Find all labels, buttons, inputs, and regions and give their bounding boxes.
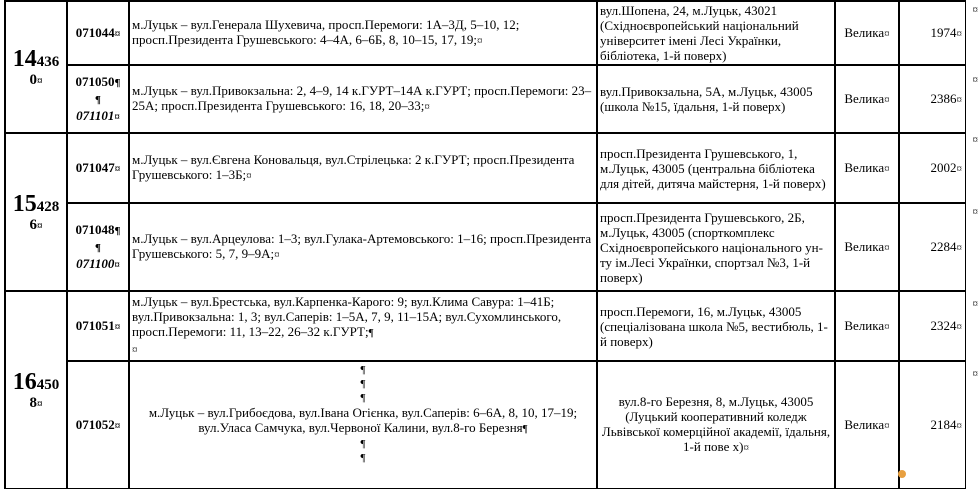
station-address <box>597 361 835 489</box>
station-number-cell <box>67 361 129 489</box>
pilcrow-mark: ¶ <box>360 438 366 450</box>
station-boundaries <box>129 65 597 133</box>
pilcrow-mark: ¶ <box>95 241 101 254</box>
boundaries-text: м.Луцьк – вул.Арцеулова: 1–3; вул.Гулака-Артемовського: 1–16; просп.Президента Грушевського: 5, 7, 9–9А; <box>132 231 592 261</box>
station-type <box>835 361 899 489</box>
pilcrow-mark: ¶ <box>368 327 374 339</box>
okrug-number: 16 <box>12 368 37 395</box>
cell-end-mark: ¤ <box>743 442 749 454</box>
voter-count <box>899 133 966 203</box>
row-end-mark: ¤ <box>972 368 978 380</box>
row-end-mark: ¤ <box>972 298 978 310</box>
address-text: вул.8-го Березня, 8, м.Луцьк, 43005 (Луцький кооперативний коледж Львівської комерційної академії, їдальня, 1-й пове х) <box>601 394 831 454</box>
cursor-dot <box>898 470 906 478</box>
cell-end-mark: ¤ <box>476 35 483 47</box>
cell-end-mark: ¤ <box>956 162 962 175</box>
row-end-mark: ¤ <box>972 206 978 218</box>
cell-end-mark: ¤ <box>956 320 962 333</box>
table-row <box>4 291 966 361</box>
pilcrow-mark: ¶ <box>114 76 121 89</box>
cell-end-mark: ¤ <box>956 241 962 254</box>
count-text: 1974 <box>930 24 957 40</box>
station-number-cell <box>67 133 129 203</box>
count-text: 2284 <box>930 238 957 254</box>
type-text: Велика <box>844 238 885 254</box>
address-text: просп.Президента Грушевського, 1, м.Луцьк, 43005 (центральна бібліотека для дітей, дитяча майстерня, 1-й поверх) <box>600 145 826 191</box>
polling-stations-table <box>4 0 966 489</box>
table-row <box>4 65 966 133</box>
okrug-tail: 0 <box>29 71 37 88</box>
cell-end-mark: ¤ <box>956 419 962 432</box>
table-row <box>4 0 966 65</box>
station-alt-number: 071101 <box>76 107 115 123</box>
cell-end-mark: ¤ <box>132 344 138 356</box>
cell-end-mark: ¤ <box>884 27 890 40</box>
type-text: Велика <box>844 317 885 333</box>
pilcrow-mark: ¶ <box>360 378 366 390</box>
cell-end-mark: ¤ <box>884 162 890 175</box>
pilcrow-mark: ¶ <box>114 224 121 237</box>
address-text: вул.Привокзальна, 5А, м.Луцьк, 43005 (школа №15, їдальня, 1-й поверх) <box>600 84 813 114</box>
cell-end-mark: ¤ <box>114 320 121 333</box>
table-row <box>4 133 966 203</box>
cell-end-mark: ¤ <box>114 258 120 271</box>
okrug-suffix: 436 <box>36 53 60 70</box>
cell-end-mark: ¤ <box>274 249 280 261</box>
station-boundaries <box>129 0 597 65</box>
cell-end-mark: ¤ <box>114 162 121 175</box>
station-boundaries <box>129 361 597 489</box>
station-address <box>597 65 835 133</box>
station-type <box>835 0 899 65</box>
station-number: 071050 <box>75 73 115 89</box>
okrug-number: 14 <box>12 45 37 72</box>
voter-count <box>899 361 966 489</box>
okrug-tail: 8 <box>29 394 37 411</box>
boundaries-text: м.Луцьк – вул.Євгена Коновальця, вул.Стрілецька: 2 к.ГУРТ; просп.Президента Грушевського: 1–3Б; <box>132 152 575 182</box>
voter-count <box>899 291 966 361</box>
pilcrow-mark: ¶ <box>95 93 101 106</box>
okrug-suffix: 450 <box>36 376 60 393</box>
station-number-cell <box>67 203 129 291</box>
cell-end-mark: ¤ <box>37 219 43 232</box>
station-address <box>597 0 835 65</box>
cell-end-mark: ¤ <box>246 170 252 182</box>
station-type <box>835 133 899 203</box>
type-text: Велика <box>844 416 885 432</box>
voter-count <box>899 0 966 65</box>
cell-end-mark: ¤ <box>37 74 43 87</box>
boundaries-text: м.Луцьк – вул.Привокзальна: 2, 4–9, 14 к.ГУРТ–14А к.ГУРТ; просп.Перемоги: 23–25А; просп.Президента Грушевського: 16, 18, 20–33; <box>132 83 592 113</box>
station-number-cell <box>67 0 129 65</box>
address-text: просп.Президента Грушевського, 2Б, м.Луцьк, 43005 (спорткомплекс Східноєвропейського національного ун-ту ім.Лесі Українки, спортзал №3, 1-й поверх) <box>600 209 823 285</box>
voter-count <box>899 65 966 133</box>
row-end-mark: ¤ <box>972 74 978 86</box>
station-alt-number: 071100 <box>76 255 115 271</box>
okrug-cell <box>4 0 67 133</box>
station-number: 071052 <box>75 416 115 432</box>
okrug-cell <box>4 291 67 489</box>
station-address <box>597 291 835 361</box>
type-text: Велика <box>844 24 885 40</box>
boundaries-text: м.Луцьк – вул.Грибоєдова, вул.Івана Огієнка, вул.Саперів: 6–6А, 8, 10, 17–19; вул.Уласа Самчука, вул.Червоної Калини, вул.8-го Березня <box>148 405 578 435</box>
station-number: 071051 <box>75 317 115 333</box>
row-end-mark: ¤ <box>972 4 978 16</box>
cell-end-mark: ¤ <box>884 241 890 254</box>
station-address <box>597 133 835 203</box>
count-text: 2324 <box>930 317 957 333</box>
type-text: Велика <box>844 159 885 175</box>
okrug-suffix: 428 <box>36 198 60 215</box>
boundaries-text: м.Луцьк – вул.Брестська, вул.Карпенка-Карого: 9; вул.Клима Савура: 1–41Б; вул.Привокзальна: 1, 3; вул.Саперів: 1–5А, 7, 9, 11–15А; вул.Сухомлинського, просп.Перемоги: 11, 13–22, 26–32 к.ГУРТ; <box>132 294 562 339</box>
station-boundaries <box>129 203 597 291</box>
pilcrow-mark: ¶ <box>360 452 366 464</box>
station-type <box>835 203 899 291</box>
address-text: просп.Перемоги, 16, м.Луцьк, 43005 (спеціалізована школа №5, вестибюль, 1-й поверх) <box>600 303 828 349</box>
cell-end-mark: ¤ <box>884 93 890 106</box>
cell-end-mark: ¤ <box>37 397 43 410</box>
count-text: 2002 <box>930 159 957 175</box>
station-number: 071048 <box>75 221 115 237</box>
station-number-cell <box>67 291 129 361</box>
station-boundaries <box>129 291 597 361</box>
cell-end-mark: ¤ <box>424 101 430 113</box>
table-row <box>4 361 966 489</box>
cell-end-mark: ¤ <box>114 27 121 40</box>
station-type <box>835 291 899 361</box>
station-address <box>597 203 835 291</box>
boundaries-text: м.Луцьк – вул.Генерала Шухевича, просп.Перемоги: 1А–3Д, 5–10, 12; просп.Президента Грушевського: 4–4А, 6–6Б, 8, 10–15, 17, 19; <box>132 17 520 47</box>
cell-end-mark: ¤ <box>114 419 121 432</box>
count-text: 2386 <box>930 90 957 106</box>
station-number: 071047 <box>75 159 115 175</box>
cell-end-mark: ¤ <box>884 419 890 432</box>
cell-end-mark: ¤ <box>884 320 890 333</box>
cell-end-mark: ¤ <box>114 110 120 123</box>
type-text: Велика <box>844 90 885 106</box>
row-end-mark: ¤ <box>972 134 978 146</box>
station-number: 071044 <box>75 24 115 40</box>
pilcrow-mark: ¶ <box>360 364 366 376</box>
cell-end-mark: ¤ <box>956 27 962 40</box>
voter-count <box>899 203 966 291</box>
station-number-cell <box>67 65 129 133</box>
address-text: вул.Шопена, 24, м.Луцьк, 43021 (Східноєвропейський національний університет імені Лесі Українки, бібліотека, 1-й поверх) <box>600 3 799 63</box>
okrug-cell <box>4 133 67 291</box>
cell-end-mark: ¤ <box>956 93 962 106</box>
pilcrow-mark: ¶ <box>522 423 528 435</box>
station-type <box>835 65 899 133</box>
station-boundaries <box>129 133 597 203</box>
table-row <box>4 203 966 291</box>
pilcrow-mark: ¶ <box>360 392 366 404</box>
okrug-number: 15 <box>12 190 37 217</box>
count-text: 2184 <box>930 416 957 432</box>
okrug-tail: 6 <box>29 216 37 233</box>
